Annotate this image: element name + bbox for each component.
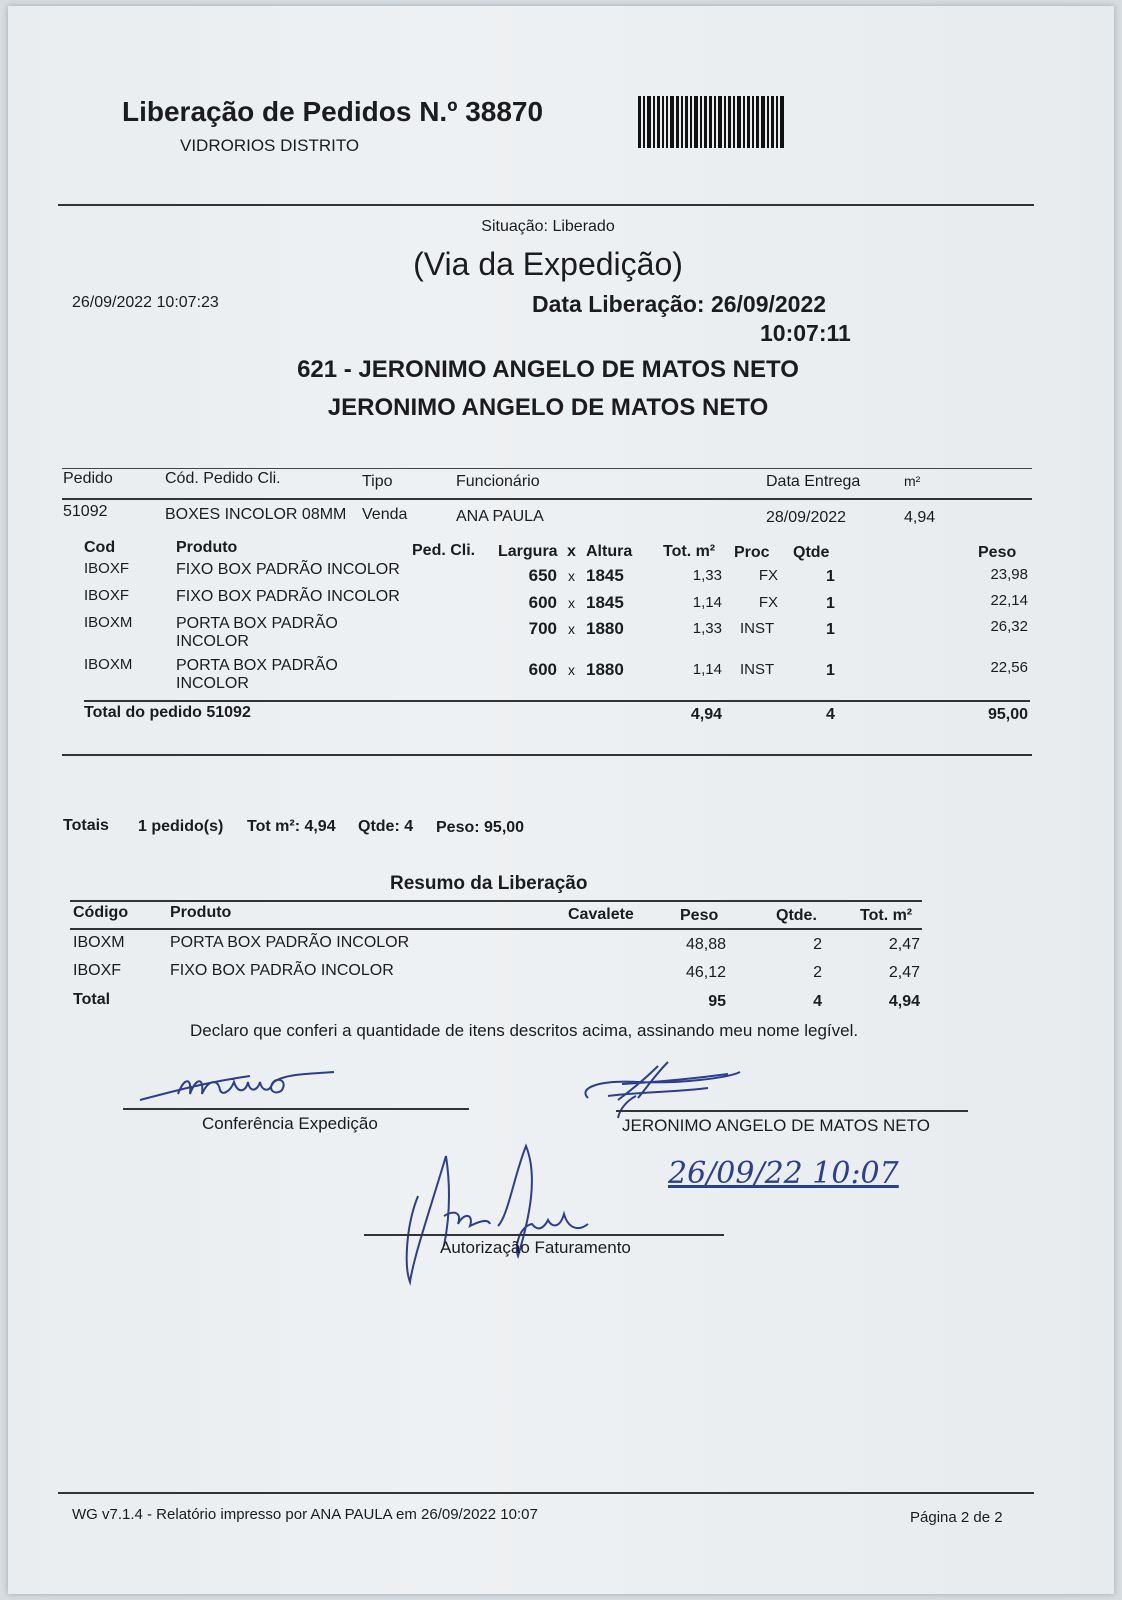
item-produto-cont: INCOLOR — [176, 675, 249, 692]
item-x: x — [568, 595, 575, 611]
totais-peso: Peso: 95,00 — [436, 819, 525, 836]
item-cod: IBOXF — [84, 560, 130, 577]
header-divider — [58, 204, 1034, 206]
resumo-total-peso: 95 — [708, 993, 726, 1010]
order-tipo: Venda — [362, 506, 408, 523]
item-tot-m2: 1,33 — [692, 620, 722, 637]
resumo-col-qtde: Qtde. — [776, 907, 817, 924]
section-divider — [62, 754, 1032, 756]
resumo-codigo: IBOXM — [73, 934, 125, 951]
items-col-largura: Largura — [498, 543, 558, 560]
client-signature-label: JERONIMO ANGELO DE MATOS NETO — [622, 1116, 930, 1135]
item-x: x — [568, 568, 575, 584]
resumo-tot-m2: 2,47 — [888, 964, 920, 981]
item-x: x — [568, 621, 575, 637]
item-produto: PORTA BOX PADRÃO — [176, 657, 338, 674]
items-col-produto: Produto — [176, 539, 238, 556]
items-col-tot-m2: Tot. m² — [663, 543, 716, 560]
items-total-rule — [84, 700, 1030, 702]
order-table-top-rule — [62, 468, 1032, 469]
document-page — [8, 6, 1114, 1594]
col-m2: m² — [904, 473, 921, 489]
resumo-col-produto: Produto — [170, 904, 232, 921]
item-qtde: 1 — [826, 662, 835, 679]
items-col-proc: Proc — [734, 544, 770, 561]
conferencia-line — [123, 1108, 469, 1110]
resumo-qtde: 2 — [813, 964, 822, 981]
hora-liberacao: 10:07:11 — [760, 320, 851, 346]
resumo-total-label: Total — [73, 991, 111, 1008]
item-proc: FX — [758, 567, 778, 584]
item-proc: INST — [740, 661, 775, 678]
item-peso: 22,14 — [990, 592, 1028, 609]
item-tot-m2: 1,14 — [692, 594, 722, 611]
order-table-header-rule — [62, 498, 1032, 500]
resumo-tot-m2: 2,47 — [888, 936, 920, 953]
order-cod-pedido-cli: BOXES INCOLOR 08MM — [165, 506, 347, 523]
col-cod-pedido-cli: Cód. Pedido Cli. — [165, 470, 281, 487]
item-cod: IBOXF — [84, 587, 130, 604]
order-pedido: 51092 — [63, 503, 108, 520]
resumo-peso: 46,12 — [685, 964, 726, 981]
items-col-ped-cli: Ped. Cli. — [412, 542, 476, 559]
items-col-x: x — [567, 543, 576, 560]
item-peso: 26,32 — [990, 618, 1028, 635]
document-title: Liberação de Pedidos N.º 38870 — [122, 96, 544, 127]
item-produto: FIXO BOX PADRÃO INCOLOR — [176, 588, 400, 605]
resumo-col-tot-m2: Tot. m² — [860, 907, 913, 924]
items-col-cod: Cod — [84, 539, 116, 556]
item-largura: 600 — [528, 660, 557, 679]
resumo-col-peso: Peso — [680, 907, 719, 924]
via-label: (Via da Expedição) — [413, 246, 683, 282]
autorizacao-signature — [398, 1136, 608, 1286]
item-x: x — [568, 662, 575, 678]
order-total-m2: 4,94 — [690, 706, 722, 723]
item-altura: 1845 — [586, 593, 624, 612]
page-number: Página 2 de 2 — [910, 1509, 1003, 1526]
company-name: VIDRORIOS DISTRITO — [180, 136, 360, 155]
resumo-header-rule — [70, 928, 922, 930]
order-m2: 4,94 — [904, 509, 936, 526]
footer-report-info: WG v7.1.4 - Relatório impresso por ANA PAULA em 26/09/2022 10:07 — [72, 1506, 538, 1523]
order-total-peso: 95,00 — [987, 706, 1028, 723]
item-tot-m2: 1,14 — [692, 661, 722, 678]
item-proc: FX — [758, 594, 778, 611]
item-tot-m2: 1,33 — [692, 567, 722, 584]
client-line — [616, 1110, 968, 1112]
items-col-peso: Peso — [978, 544, 1017, 561]
item-largura: 600 — [528, 593, 557, 612]
order-total-qtde: 4 — [826, 706, 835, 723]
item-proc: INST — [740, 620, 775, 637]
conferencia-signature — [138, 1064, 348, 1106]
resumo-peso: 48,88 — [685, 936, 726, 953]
resumo-title: Resumo da Liberação — [390, 873, 588, 894]
order-data-entrega: 28/09/2022 — [766, 509, 847, 526]
col-pedido: Pedido — [63, 470, 113, 487]
totais-m2: Tot m²: 4,94 — [247, 818, 336, 835]
item-produto: PORTA BOX PADRÃO — [176, 615, 338, 632]
item-largura: 700 — [528, 619, 557, 638]
resumo-codigo: IBOXF — [73, 962, 122, 979]
handwritten-date: 26/09/22 10:07 — [668, 1156, 899, 1191]
totais-label: Totais — [63, 817, 109, 834]
footer-rule — [58, 1492, 1034, 1494]
situacao-label: Situação: Liberado — [481, 218, 615, 235]
col-data-entrega: Data Entrega — [766, 473, 861, 490]
client-code-name: 621 - JERONIMO ANGELO DE MATOS NETO — [297, 356, 799, 383]
barcode — [638, 96, 810, 148]
item-qtde: 1 — [826, 621, 835, 638]
resumo-produto: PORTA BOX PADRÃO INCOLOR — [170, 934, 410, 951]
conferencia-label: Conferência Expedição — [202, 1114, 378, 1133]
resumo-total-tot-m2: 4,94 — [888, 993, 920, 1010]
resumo-qtde: 2 — [813, 936, 822, 953]
resumo-col-cavalete: Cavalete — [568, 906, 634, 923]
printed-timestamp: 26/09/2022 10:07:23 — [72, 294, 219, 311]
declaration-text: Declaro que conferi a quantidade de itens descritos acima, assinando meu nome legível. — [190, 1021, 859, 1040]
autorizacao-line — [364, 1234, 724, 1236]
item-altura: 1880 — [586, 660, 624, 679]
item-qtde: 1 — [826, 595, 835, 612]
items-col-altura: Altura — [586, 543, 633, 560]
item-produto-cont: INCOLOR — [176, 633, 249, 650]
autorizacao-label: Autorização Faturamento — [440, 1238, 631, 1257]
item-largura: 650 — [528, 566, 557, 585]
item-peso: 22,56 — [990, 659, 1028, 676]
totais-qtde: Qtde: 4 — [358, 818, 414, 835]
data-liberacao: Data Liberação: 26/09/2022 — [532, 291, 827, 317]
resumo-top-rule — [70, 900, 922, 902]
item-cod: IBOXM — [84, 614, 133, 631]
item-qtde: 1 — [826, 568, 835, 585]
order-funcionario: ANA PAULA — [456, 508, 544, 525]
item-cod: IBOXM — [84, 656, 133, 673]
resumo-col-codigo: Código — [73, 904, 129, 921]
item-produto: FIXO BOX PADRÃO INCOLOR — [176, 561, 400, 578]
item-altura: 1845 — [586, 566, 624, 585]
items-col-qtde: Qtde — [793, 544, 830, 561]
item-altura: 1880 — [586, 619, 624, 638]
col-tipo: Tipo — [362, 473, 393, 490]
client-name: JERONIMO ANGELO DE MATOS NETO — [327, 394, 769, 421]
resumo-produto: FIXO BOX PADRÃO INCOLOR — [170, 962, 394, 979]
totais-pedidos: 1 pedido(s) — [138, 818, 224, 835]
item-peso: 23,98 — [990, 566, 1028, 583]
col-funcionario: Funcionário — [456, 473, 540, 490]
order-total-label: Total do pedido 51092 — [84, 704, 251, 721]
resumo-total-qtde: 4 — [813, 993, 822, 1010]
